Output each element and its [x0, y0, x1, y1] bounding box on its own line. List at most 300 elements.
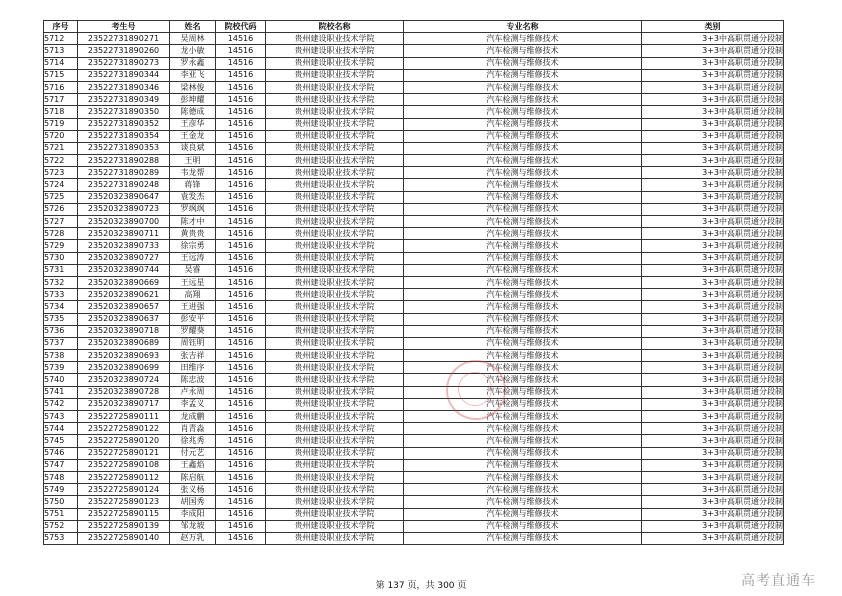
- seq-cell: 5745: [44, 435, 78, 447]
- name-cell: 胡国秀: [170, 496, 216, 508]
- school-code-cell: 14516: [216, 508, 266, 520]
- category-cell: 3+3中高职贯通分段制: [642, 69, 784, 81]
- header-name: 姓名: [170, 21, 216, 33]
- seq-cell: 5751: [44, 508, 78, 520]
- name-cell: 罗飒飒: [170, 203, 216, 215]
- school-code-cell: 14516: [216, 520, 266, 532]
- exam-id-cell: 23522725890108: [78, 459, 170, 471]
- table-row: [44, 264, 784, 276]
- table-row: [44, 301, 784, 313]
- category-cell: 3+3中高职贯通分段制: [642, 484, 784, 496]
- category-cell: 3+3中高职贯通分段制: [642, 508, 784, 520]
- school-code-cell: 14516: [216, 435, 266, 447]
- major-name-cell: 汽车检测与维修技术: [404, 240, 642, 252]
- school-name-cell: 贵州建设职业技术学院: [266, 496, 404, 508]
- exam-id-cell: 23520323890621: [78, 289, 170, 301]
- school-code-cell: 14516: [216, 33, 266, 45]
- name-cell: 罗耀葵: [170, 325, 216, 337]
- major-name-cell: 汽车检测与维修技术: [404, 106, 642, 118]
- category-cell: 3+3中高职贯通分段制: [642, 471, 784, 483]
- name-cell: 罗永鑫: [170, 57, 216, 69]
- name-cell: 陈才中: [170, 216, 216, 228]
- seq-cell: 5718: [44, 106, 78, 118]
- watermark-stamp: [446, 360, 506, 420]
- name-cell: 高翔: [170, 289, 216, 301]
- school-code-cell: 14516: [216, 45, 266, 57]
- school-name-cell: 贵州建设职业技术学院: [266, 301, 404, 313]
- category-cell: 3+3中高职贯通分段制: [642, 301, 784, 313]
- major-name-cell: 汽车检测与维修技术: [404, 94, 642, 106]
- category-cell: 3+3中高职贯通分段制: [642, 337, 784, 349]
- category-cell: 3+3中高职贯通分段制: [642, 94, 784, 106]
- table-row: [44, 81, 784, 93]
- header-school-name: 院校名称: [266, 21, 404, 33]
- school-name-cell: 贵州建设职业技术学院: [266, 57, 404, 69]
- school-name-cell: 贵州建设职业技术学院: [266, 532, 404, 544]
- category-cell: 3+3中高职贯通分段制: [642, 435, 784, 447]
- exam-id-cell: 23520323890669: [78, 276, 170, 288]
- category-cell: 3+3中高职贯通分段制: [642, 496, 784, 508]
- seq-cell: 5750: [44, 496, 78, 508]
- seq-cell: 5714: [44, 57, 78, 69]
- name-cell: 徐兆秀: [170, 435, 216, 447]
- major-name-cell: 汽车检测与维修技术: [404, 459, 642, 471]
- school-name-cell: 贵州建设职业技术学院: [266, 325, 404, 337]
- table-row: [44, 447, 784, 459]
- seq-cell: 5715: [44, 69, 78, 81]
- seq-cell: 5734: [44, 301, 78, 313]
- name-cell: 王远星: [170, 276, 216, 288]
- major-name-cell: 汽车检测与维修技术: [404, 325, 642, 337]
- name-cell: 肖青淼: [170, 423, 216, 435]
- school-code-cell: 14516: [216, 423, 266, 435]
- school-code-cell: 14516: [216, 447, 266, 459]
- category-cell: 3+3中高职贯通分段制: [642, 532, 784, 544]
- exam-id-cell: 23522731890352: [78, 118, 170, 130]
- seq-cell: 5740: [44, 374, 78, 386]
- category-cell: 3+3中高职贯通分段制: [642, 459, 784, 471]
- name-cell: 卢永周: [170, 386, 216, 398]
- category-cell: 3+3中高职贯通分段制: [642, 313, 784, 325]
- exam-id-cell: 23522731890273: [78, 57, 170, 69]
- category-cell: 3+3中高职贯通分段制: [642, 264, 784, 276]
- exam-id-cell: 23522725890121: [78, 447, 170, 459]
- school-name-cell: 贵州建设职业技术学院: [266, 289, 404, 301]
- school-name-cell: 贵州建设职业技术学院: [266, 106, 404, 118]
- school-code-cell: 14516: [216, 459, 266, 471]
- name-cell: 邹龙坡: [170, 520, 216, 532]
- school-name-cell: 贵州建设职业技术学院: [266, 350, 404, 362]
- exam-id-cell: 23520323890647: [78, 191, 170, 203]
- major-name-cell: 汽车检测与维修技术: [404, 301, 642, 313]
- table-row: [44, 69, 784, 81]
- exam-id-cell: 23520323890717: [78, 398, 170, 410]
- table-row: [44, 508, 784, 520]
- seq-cell: 5731: [44, 264, 78, 276]
- table-row: [44, 57, 784, 69]
- major-name-cell: 汽车检测与维修技术: [404, 447, 642, 459]
- name-cell: 徐宗勇: [170, 240, 216, 252]
- major-name-cell: 汽车检测与维修技术: [404, 411, 642, 423]
- exam-id-cell: 23522731890344: [78, 69, 170, 81]
- school-code-cell: 14516: [216, 313, 266, 325]
- school-code-cell: 14516: [216, 411, 266, 423]
- major-name-cell: 汽车检测与维修技术: [404, 33, 642, 45]
- table-row: [44, 350, 784, 362]
- category-cell: 3+3中高职贯通分段制: [642, 216, 784, 228]
- school-code-cell: 14516: [216, 57, 266, 69]
- school-name-cell: 贵州建设职业技术学院: [266, 423, 404, 435]
- school-name-cell: 贵州建设职业技术学院: [266, 386, 404, 398]
- school-code-cell: 14516: [216, 179, 266, 191]
- school-code-cell: 14516: [216, 155, 266, 167]
- name-cell: 龙小敏: [170, 45, 216, 57]
- seq-cell: 5742: [44, 398, 78, 410]
- name-cell: 黄贵贵: [170, 228, 216, 240]
- seq-cell: 5738: [44, 350, 78, 362]
- major-name-cell: 汽车检测与维修技术: [404, 337, 642, 349]
- category-cell: 3+3中高职贯通分段制: [642, 203, 784, 215]
- school-name-cell: 贵州建设职业技术学院: [266, 118, 404, 130]
- school-code-cell: 14516: [216, 118, 266, 130]
- school-name-cell: 贵州建设职业技术学院: [266, 276, 404, 288]
- major-name-cell: 汽车检测与维修技术: [404, 216, 642, 228]
- seq-cell: 5719: [44, 118, 78, 130]
- seq-cell: 5741: [44, 386, 78, 398]
- exam-id-cell: 23520323890699: [78, 362, 170, 374]
- table-row: [44, 179, 784, 191]
- major-name-cell: 汽车检测与维修技术: [404, 118, 642, 130]
- table-row: [44, 118, 784, 130]
- table-row: [44, 289, 784, 301]
- exam-id-cell: 23520323890711: [78, 228, 170, 240]
- school-code-cell: 14516: [216, 289, 266, 301]
- seq-cell: 5728: [44, 228, 78, 240]
- major-name-cell: 汽车检测与维修技术: [404, 179, 642, 191]
- header-exam-id: 考生号: [78, 21, 170, 33]
- header-school-code: 院校代码: [216, 21, 266, 33]
- seq-cell: 5732: [44, 276, 78, 288]
- name-cell: 付元艺: [170, 447, 216, 459]
- school-name-cell: 贵州建设职业技术学院: [266, 337, 404, 349]
- category-cell: 3+3中高职贯通分段制: [642, 398, 784, 410]
- category-cell: 3+3中高职贯通分段制: [642, 240, 784, 252]
- exam-id-cell: 23520323890728: [78, 386, 170, 398]
- exam-id-cell: 23522731890260: [78, 45, 170, 57]
- name-cell: 李孟义: [170, 398, 216, 410]
- seq-cell: 5713: [44, 45, 78, 57]
- school-name-cell: 贵州建设职业技术学院: [266, 471, 404, 483]
- table-row: [44, 240, 784, 252]
- seq-cell: 5725: [44, 191, 78, 203]
- major-name-cell: 汽车检测与维修技术: [404, 362, 642, 374]
- table-row: [44, 130, 784, 142]
- seq-cell: 5726: [44, 203, 78, 215]
- major-name-cell: 汽车检测与维修技术: [404, 508, 642, 520]
- school-name-cell: 贵州建设职业技术学院: [266, 191, 404, 203]
- major-name-cell: 汽车检测与维修技术: [404, 81, 642, 93]
- school-name-cell: 贵州建设职业技术学院: [266, 435, 404, 447]
- exam-id-cell: 23522731890349: [78, 94, 170, 106]
- school-code-cell: 14516: [216, 167, 266, 179]
- table-row: [44, 411, 784, 423]
- table-row: [44, 203, 784, 215]
- major-name-cell: 汽车检测与维修技术: [404, 252, 642, 264]
- school-code-cell: 14516: [216, 484, 266, 496]
- school-name-cell: 贵州建设职业技术学院: [266, 155, 404, 167]
- category-cell: 3+3中高职贯通分段制: [642, 374, 784, 386]
- category-cell: 3+3中高职贯通分段制: [642, 289, 784, 301]
- school-code-cell: 14516: [216, 203, 266, 215]
- school-name-cell: 贵州建设职业技术学院: [266, 374, 404, 386]
- seq-cell: 5737: [44, 337, 78, 349]
- category-cell: 3+3中高职贯通分段制: [642, 33, 784, 45]
- seq-cell: 5743: [44, 411, 78, 423]
- school-name-cell: 贵州建设职业技术学院: [266, 130, 404, 142]
- exam-id-cell: 23522731890289: [78, 167, 170, 179]
- school-name-cell: 贵州建设职业技术学院: [266, 179, 404, 191]
- exam-id-cell: 23522725890139: [78, 520, 170, 532]
- exam-id-cell: 23520323890733: [78, 240, 170, 252]
- exam-id-cell: 23522731890248: [78, 179, 170, 191]
- school-name-cell: 贵州建设职业技术学院: [266, 228, 404, 240]
- school-code-cell: 14516: [216, 130, 266, 142]
- category-cell: 3+3中高职贯通分段制: [642, 155, 784, 167]
- table-row: [44, 374, 784, 386]
- exam-id-cell: 23522731890271: [78, 33, 170, 45]
- school-code-cell: 14516: [216, 94, 266, 106]
- school-code-cell: 14516: [216, 532, 266, 544]
- school-code-cell: 14516: [216, 81, 266, 93]
- exam-id-cell: 23522725890124: [78, 484, 170, 496]
- seq-cell: 5753: [44, 532, 78, 544]
- category-cell: 3+3中高职贯通分段制: [642, 252, 784, 264]
- seq-cell: 5716: [44, 81, 78, 93]
- table-row: [44, 496, 784, 508]
- major-name-cell: 汽车检测与维修技术: [404, 276, 642, 288]
- school-name-cell: 贵州建设职业技术学院: [266, 45, 404, 57]
- major-name-cell: 汽车检测与维修技术: [404, 142, 642, 154]
- school-code-cell: 14516: [216, 362, 266, 374]
- category-cell: 3+3中高职贯通分段制: [642, 106, 784, 118]
- table-row: [44, 45, 784, 57]
- school-code-cell: 14516: [216, 374, 266, 386]
- name-cell: 袁发杰: [170, 191, 216, 203]
- school-name-cell: 贵州建设职业技术学院: [266, 264, 404, 276]
- exam-id-cell: 23522731890354: [78, 130, 170, 142]
- school-code-cell: 14516: [216, 471, 266, 483]
- table-row: [44, 94, 784, 106]
- major-name-cell: 汽车检测与维修技术: [404, 350, 642, 362]
- school-name-cell: 贵州建设职业技术学院: [266, 203, 404, 215]
- exam-id-cell: 23520323890723: [78, 203, 170, 215]
- category-cell: 3+3中高职贯通分段制: [642, 167, 784, 179]
- name-cell: 田维序: [170, 362, 216, 374]
- seq-cell: 5752: [44, 520, 78, 532]
- school-code-cell: 14516: [216, 496, 266, 508]
- seq-cell: 5736: [44, 325, 78, 337]
- header-seq: 序号: [44, 21, 78, 33]
- exam-id-cell: 23522731890350: [78, 106, 170, 118]
- exam-id-cell: 23522725890112: [78, 471, 170, 483]
- seq-cell: 5727: [44, 216, 78, 228]
- table-row: [44, 155, 784, 167]
- name-cell: 吴睿: [170, 264, 216, 276]
- category-cell: 3+3中高职贯通分段制: [642, 520, 784, 532]
- major-name-cell: 汽车检测与维修技术: [404, 313, 642, 325]
- category-cell: 3+3中高职贯通分段制: [642, 362, 784, 374]
- table-row: [44, 484, 784, 496]
- major-name-cell: 汽车检测与维修技术: [404, 484, 642, 496]
- school-name-cell: 贵州建设职业技术学院: [266, 142, 404, 154]
- major-name-cell: 汽车检测与维修技术: [404, 471, 642, 483]
- major-name-cell: 汽车检测与维修技术: [404, 167, 642, 179]
- school-name-cell: 贵州建设职业技术学院: [266, 447, 404, 459]
- table-header-row: [44, 21, 784, 33]
- table-row: [44, 471, 784, 483]
- school-code-cell: 14516: [216, 337, 266, 349]
- seq-cell: 5721: [44, 142, 78, 154]
- seq-cell: 5739: [44, 362, 78, 374]
- table-row: [44, 252, 784, 264]
- school-name-cell: 贵州建设职业技术学院: [266, 94, 404, 106]
- name-cell: 王进强: [170, 301, 216, 313]
- name-cell: 吴周林: [170, 33, 216, 45]
- school-name-cell: 贵州建设职业技术学院: [266, 69, 404, 81]
- seq-cell: 5744: [44, 423, 78, 435]
- school-code-cell: 14516: [216, 301, 266, 313]
- table-row: [44, 459, 784, 471]
- name-cell: 张义杨: [170, 484, 216, 496]
- school-code-cell: 14516: [216, 106, 266, 118]
- exam-id-cell: 23522731890288: [78, 155, 170, 167]
- name-cell: 谈良斌: [170, 142, 216, 154]
- major-name-cell: 汽车检测与维修技术: [404, 69, 642, 81]
- school-code-cell: 14516: [216, 228, 266, 240]
- major-name-cell: 汽车检测与维修技术: [404, 155, 642, 167]
- name-cell: 李亚飞: [170, 69, 216, 81]
- name-cell: 彭坤耀: [170, 94, 216, 106]
- name-cell: 李成阳: [170, 508, 216, 520]
- major-name-cell: 汽车检测与维修技术: [404, 264, 642, 276]
- major-name-cell: 汽车检测与维修技术: [404, 532, 642, 544]
- school-code-cell: 14516: [216, 264, 266, 276]
- seq-cell: 5729: [44, 240, 78, 252]
- name-cell: 陈启航: [170, 471, 216, 483]
- exam-id-cell: 23522725890122: [78, 423, 170, 435]
- major-name-cell: 汽车检测与维修技术: [404, 423, 642, 435]
- name-cell: 梁林俊: [170, 81, 216, 93]
- table-row: [44, 142, 784, 154]
- school-name-cell: 贵州建设职业技术学院: [266, 398, 404, 410]
- major-name-cell: 汽车检测与维修技术: [404, 289, 642, 301]
- table-row: [44, 33, 784, 45]
- exam-id-cell: 23522725890111: [78, 411, 170, 423]
- seq-cell: 5733: [44, 289, 78, 301]
- category-cell: 3+3中高职贯通分段制: [642, 350, 784, 362]
- name-cell: 蒋锋: [170, 179, 216, 191]
- name-cell: 王明: [170, 155, 216, 167]
- name-cell: 王远涛: [170, 252, 216, 264]
- seq-cell: 5720: [44, 130, 78, 142]
- major-name-cell: 汽车检测与维修技术: [404, 45, 642, 57]
- seq-cell: 5730: [44, 252, 78, 264]
- table-row: [44, 362, 784, 374]
- brand-watermark: 高考直通车: [741, 573, 816, 589]
- name-cell: 陈忠波: [170, 374, 216, 386]
- school-name-cell: 贵州建设职业技术学院: [266, 167, 404, 179]
- school-name-cell: 贵州建设职业技术学院: [266, 33, 404, 45]
- table-row: [44, 423, 784, 435]
- category-cell: 3+3中高职贯通分段制: [642, 447, 784, 459]
- exam-id-cell: 23522731890353: [78, 142, 170, 154]
- school-code-cell: 14516: [216, 386, 266, 398]
- category-cell: 3+3中高职贯通分段制: [642, 81, 784, 93]
- table-row: [44, 167, 784, 179]
- category-cell: 3+3中高职贯通分段制: [642, 228, 784, 240]
- major-name-cell: 汽车检测与维修技术: [404, 228, 642, 240]
- table-row: [44, 191, 784, 203]
- seq-cell: 5749: [44, 484, 78, 496]
- major-name-cell: 汽车检测与维修技术: [404, 398, 642, 410]
- table-row: [44, 276, 784, 288]
- school-code-cell: 14516: [216, 69, 266, 81]
- category-cell: 3+3中高职贯通分段制: [642, 411, 784, 423]
- seq-cell: 5748: [44, 471, 78, 483]
- name-cell: 张吉祥: [170, 350, 216, 362]
- school-name-cell: 贵州建设职业技术学院: [266, 459, 404, 471]
- name-cell: 王鑫焰: [170, 459, 216, 471]
- name-cell: 王彦华: [170, 118, 216, 130]
- school-name-cell: 贵州建设职业技术学院: [266, 216, 404, 228]
- exam-id-cell: 23520323890727: [78, 252, 170, 264]
- exam-id-cell: 23520323890693: [78, 350, 170, 362]
- category-cell: 3+3中高职贯通分段制: [642, 118, 784, 130]
- major-name-cell: 汽车检测与维修技术: [404, 130, 642, 142]
- school-code-cell: 14516: [216, 191, 266, 203]
- table-row: [44, 337, 784, 349]
- school-code-cell: 14516: [216, 350, 266, 362]
- name-cell: 赵万乳: [170, 532, 216, 544]
- major-name-cell: 汽车检测与维修技术: [404, 57, 642, 69]
- school-name-cell: 贵州建设职业技术学院: [266, 313, 404, 325]
- table-row: [44, 520, 784, 532]
- category-cell: 3+3中高职贯通分段制: [642, 57, 784, 69]
- table-row: [44, 325, 784, 337]
- school-name-cell: 贵州建设职业技术学院: [266, 81, 404, 93]
- category-cell: 3+3中高职贯通分段制: [642, 276, 784, 288]
- table-row: [44, 228, 784, 240]
- exam-id-cell: 23520323890718: [78, 325, 170, 337]
- name-cell: 韦龙帮: [170, 167, 216, 179]
- table-row: [44, 313, 784, 325]
- seq-cell: 5735: [44, 313, 78, 325]
- seq-cell: 5722: [44, 155, 78, 167]
- category-cell: 3+3中高职贯通分段制: [642, 130, 784, 142]
- school-name-cell: 贵州建设职业技术学院: [266, 240, 404, 252]
- school-code-cell: 14516: [216, 398, 266, 410]
- major-name-cell: 汽车检测与维修技术: [404, 386, 642, 398]
- seq-cell: 5747: [44, 459, 78, 471]
- school-name-cell: 贵州建设职业技术学院: [266, 362, 404, 374]
- major-name-cell: 汽车检测与维修技术: [404, 520, 642, 532]
- category-cell: 3+3中高职贯通分段制: [642, 142, 784, 154]
- exam-id-cell: 23520323890689: [78, 337, 170, 349]
- seq-cell: 5717: [44, 94, 78, 106]
- school-name-cell: 贵州建设职业技术学院: [266, 252, 404, 264]
- school-code-cell: 14516: [216, 252, 266, 264]
- seq-cell: 5723: [44, 167, 78, 179]
